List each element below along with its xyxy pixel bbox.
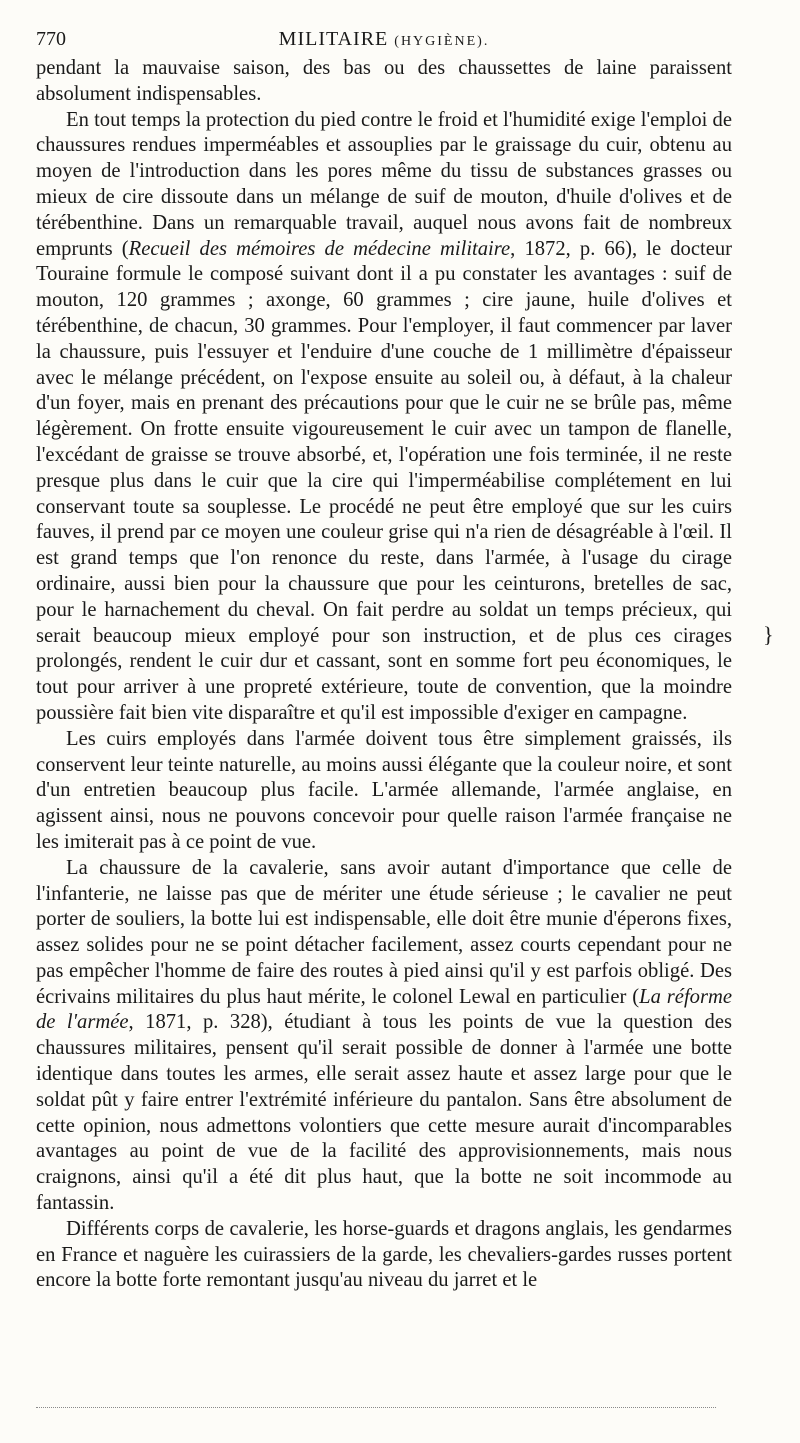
margin-mark: } (763, 622, 774, 647)
running-header (36, 28, 732, 58)
text-run: , 1872, p. 66), le docteur Touraine formule le composé suivant dont il a pu constater les avantages : suif de mouton, 120 grammes ; axonge, 60 grammes ; cire jaune, huile d'olives et térébenthine, de chacun, 30 grammes. Pour l'employer, il faut commencer par laver la chaussure, puis l'essuyer et l'enduire d'une couche de 1 millimètre d'épaisseur avec le mélange précédent, on l'expose ensuite au soleil ou, à défaut, à la chaleur d'un foyer, mais en prenant des précautions pour que le cuir ne se brûle pas, même légèrement. On frotte ensuite vigoureusement le cuir avec un tampon de flanelle, l'excédant de graisse se trouve absorbé, et, l'opération une fois terminée, il ne reste presque plus dans le cuir que la cire qui l'imperméabilise complétement en lui conservant toute sa souplesse. Le procédé ne peut être employé que sur les cuirs fauves, il prend par ce moyen une couleur grise qui n'a rien de désagréable à l'œil. Il est grand temps que l'on renonce du reste, dans l'armée, à l'usage du cirage ordinaire, aussi bien pour la chaussure que pour les ceinturons, bretelles de sac, pour le harnachement du cheval. On fait perdre au soldat un temps précieux, qui serait beaucoup mieux employé pour son instruction, et de plus ces cirages prolongés, rendent le cuir dur et cassant, sont en somme fort peu économiques, le tout pour arriver à une propreté extérieure, toute de convention, que la moindre poussière fait bien vite disparaître et qu'il est impossible d'exiger en campagne. (36, 237, 732, 724)
citation-title: La réforme de l'armée (36, 985, 732, 1034)
citation-title: Recueil des mémoires de médecine militaire (128, 237, 511, 260)
body-text (36, 56, 732, 1294)
running-title-main: MILITAIRE (278, 28, 389, 50)
paragraph (36, 856, 732, 1217)
footer-rule (36, 1407, 716, 1408)
running-title (36, 28, 732, 51)
page-number: 770 (36, 28, 66, 50)
text-run: En tout temps la protection du pied contre le froid et l'humidité exige l'emploi de chaussures rendues imperméables et assouplies par le graissage du cuir, obtenu au moyen de l'introduction dans les pores même du tissu de substances grasses ou mieux de cire dissoute dans un mélange de suif de mouton, d'huile d'olives et de térébenthine. Dans un remarquable travail, auquel nous avons fait de nombreux emprunts ( (36, 108, 732, 260)
paragraph: Différents corps de cavalerie, les horse-guards et dragons anglais, les gendarmes en France et naguère les cuirassiers de la garde, les chevaliers-gardes russes portent encore la botte forte remontant jusqu'au niveau du jarret et le (36, 1217, 732, 1292)
paragraph: Les cuirs employés dans l'armée doivent tous être simplement graissés, ils conservent leur teinte naturelle, au moins aussi élégante que la couleur noire, et sont d'un entretien beaucoup plus facile. L'armée allemande, l'armée anglaise, en agissent ainsi, nous ne pouvons concevoir pour quelle raison l'armée française ne les imiterait pas à ce point de vue. (36, 727, 732, 853)
paragraph: pendant la mauvaise saison, des bas ou des chaussettes de laine paraissent absolument indispensables. (36, 57, 732, 105)
text-run: La chaussure de la cavalerie, sans avoir autant d'importance que celle de l'infanterie, ne laisse pas que de mériter une étude sérieuse ; le cavalier ne peut porter de souliers, la botte lui est indispensable, elle doit être munie d'éperons fixes, assez solides pour ne se point détacher facilement, assez courts cependant pour ne pas empêcher l'homme de faire des routes à pied ainsi qu'il y est parfois obligé. Des écrivains militaires du plus haut mérite, le colonel Lewal en particulier ( (36, 856, 732, 1008)
paragraph (36, 108, 732, 727)
text-run: , 1871, p. 328), étudiant à tous les points de vue la question des chaussures militaires, pensent qu'il serait possible de donner à l'armée une botte identique dans toutes les armes, elle serait assez haute et assez large pour que le soldat pût y faire entrer l'extrémité inférieure du pantalon. Sans être absolument de cette opinion, nous admettons volontiers que cette mesure aurait d'incomparables avantages au point de vue de la facilité des approvisionnements, mais nous craignons, ainsi qu'il a été dit plus haut, que la botte ne soit incommode au fantassin. (36, 1011, 732, 1215)
running-title-sub: (HYGIÈNE). (394, 34, 490, 49)
